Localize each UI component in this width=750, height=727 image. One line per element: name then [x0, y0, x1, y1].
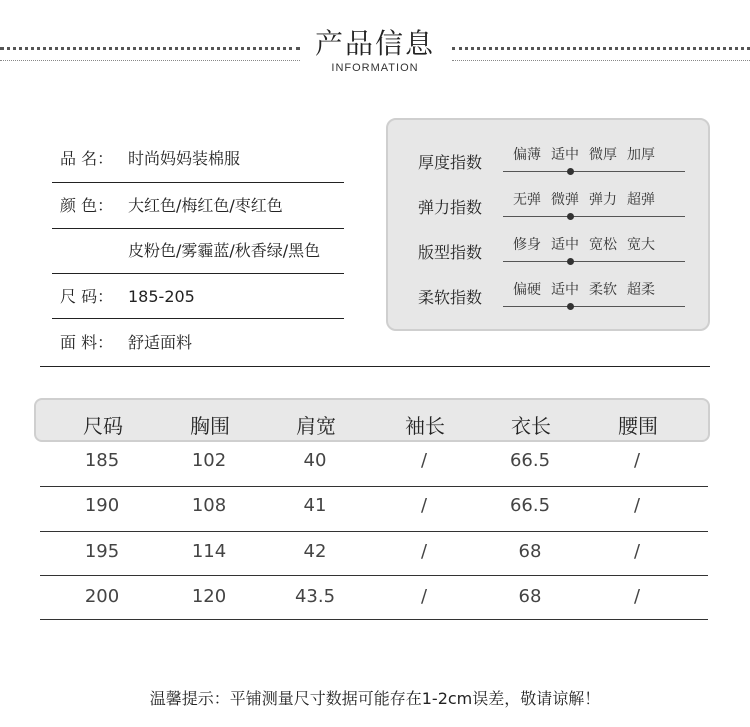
index-option: 宽大	[627, 237, 655, 253]
info-row-color	[52, 183, 344, 229]
info-divider	[52, 318, 344, 319]
index-option: 适中	[551, 147, 579, 163]
column-header-sleeve: 袖长	[405, 414, 445, 438]
index-panel	[386, 118, 710, 331]
column-header-length: 衣长	[511, 414, 551, 438]
index-option: 超柔	[627, 282, 655, 298]
index-options	[513, 144, 693, 164]
info-value: 皮粉色/雾霾蓝/秋香绿/黑色	[128, 241, 321, 260]
info-row-fabric	[52, 320, 344, 366]
info-value: 大红色/梅红色/枣红色	[128, 196, 283, 215]
index-name: 弹力指数	[418, 198, 483, 217]
index-option: 微厚	[589, 147, 617, 163]
page-title: 产品信息	[314, 27, 435, 60]
index-options	[513, 189, 693, 209]
table-cell: /	[420, 450, 428, 471]
index-option: 弹力	[589, 192, 617, 208]
table-cell: /	[633, 541, 641, 562]
column-header-size: 尺码	[83, 414, 123, 438]
info-row-size	[52, 274, 344, 320]
row-divider	[40, 619, 708, 620]
table-cell: 200	[84, 586, 120, 607]
index-option: 柔软	[589, 282, 617, 298]
index-option: 微弹	[551, 192, 579, 208]
info-label: 尺 码：	[60, 287, 114, 306]
index-option: 偏薄	[513, 147, 541, 163]
column-header-shoulder: 肩宽	[296, 414, 336, 438]
table-cell: 66.5	[509, 495, 551, 516]
table-cell: /	[633, 450, 641, 471]
index-options	[513, 279, 693, 299]
info-row-name	[52, 136, 344, 182]
index-option: 无弹	[513, 192, 541, 208]
table-cell: 68	[518, 541, 542, 562]
info-label: 颜 色：	[60, 196, 114, 215]
table-cell: 66.5	[509, 450, 551, 471]
column-header-waist: 腰围	[618, 414, 658, 438]
table-cell: 108	[191, 495, 227, 516]
measurement-tip: 温馨提示：平铺测量尺寸数据可能存在1-2cm误差，敬请谅解！	[149, 689, 601, 708]
size-table-header	[34, 398, 710, 442]
index-option: 偏硬	[513, 282, 541, 298]
index-option: 修身	[513, 237, 541, 253]
index-row-elasticity	[388, 183, 708, 228]
index-option: 适中	[551, 237, 579, 253]
index-row-softness	[388, 273, 708, 318]
index-scale-line	[503, 171, 685, 172]
table-cell: /	[420, 586, 428, 607]
index-marker	[567, 303, 574, 310]
index-name: 厚度指数	[418, 153, 483, 172]
section-divider	[40, 366, 710, 367]
table-cell: 40	[303, 450, 327, 471]
index-scale-line	[503, 216, 685, 217]
info-value: 舒适面料	[128, 333, 193, 352]
info-row-color-more	[52, 228, 344, 274]
index-marker	[567, 258, 574, 265]
index-row-fit	[388, 228, 708, 273]
index-option: 加厚	[627, 147, 655, 163]
info-value: 时尚妈妈装棉服	[128, 149, 241, 168]
table-cell: 43.5	[294, 586, 336, 607]
index-row-thickness	[388, 138, 708, 183]
table-cell: 190	[84, 495, 120, 516]
table-cell: 120	[191, 586, 227, 607]
table-cell: 114	[191, 541, 227, 562]
index-option: 宽松	[589, 237, 617, 253]
row-divider	[40, 531, 708, 532]
index-name: 柔软指数	[418, 288, 483, 307]
row-divider	[40, 575, 708, 576]
index-scale-line	[503, 306, 685, 307]
table-cell: 185	[84, 450, 120, 471]
index-option: 超弹	[627, 192, 655, 208]
table-cell: 42	[303, 541, 327, 562]
info-label: 品 名：	[60, 149, 114, 168]
table-cell: 68	[518, 586, 542, 607]
index-name: 版型指数	[418, 243, 483, 262]
info-value: 185-205	[128, 287, 195, 306]
table-cell: /	[420, 495, 428, 516]
table-cell: 195	[84, 541, 120, 562]
table-cell: /	[633, 586, 641, 607]
index-options	[513, 234, 693, 254]
table-cell: /	[420, 541, 428, 562]
table-cell: 41	[303, 495, 327, 516]
index-option: 适中	[551, 282, 579, 298]
table-cell: /	[633, 495, 641, 516]
index-marker	[567, 213, 574, 220]
info-label: 面 料：	[60, 333, 114, 352]
page-subtitle: INFORMATION	[331, 62, 419, 74]
index-scale-line	[503, 261, 685, 262]
index-marker	[567, 168, 574, 175]
column-header-chest: 胸围	[190, 414, 230, 438]
row-divider	[40, 486, 708, 487]
table-cell: 102	[191, 450, 227, 471]
